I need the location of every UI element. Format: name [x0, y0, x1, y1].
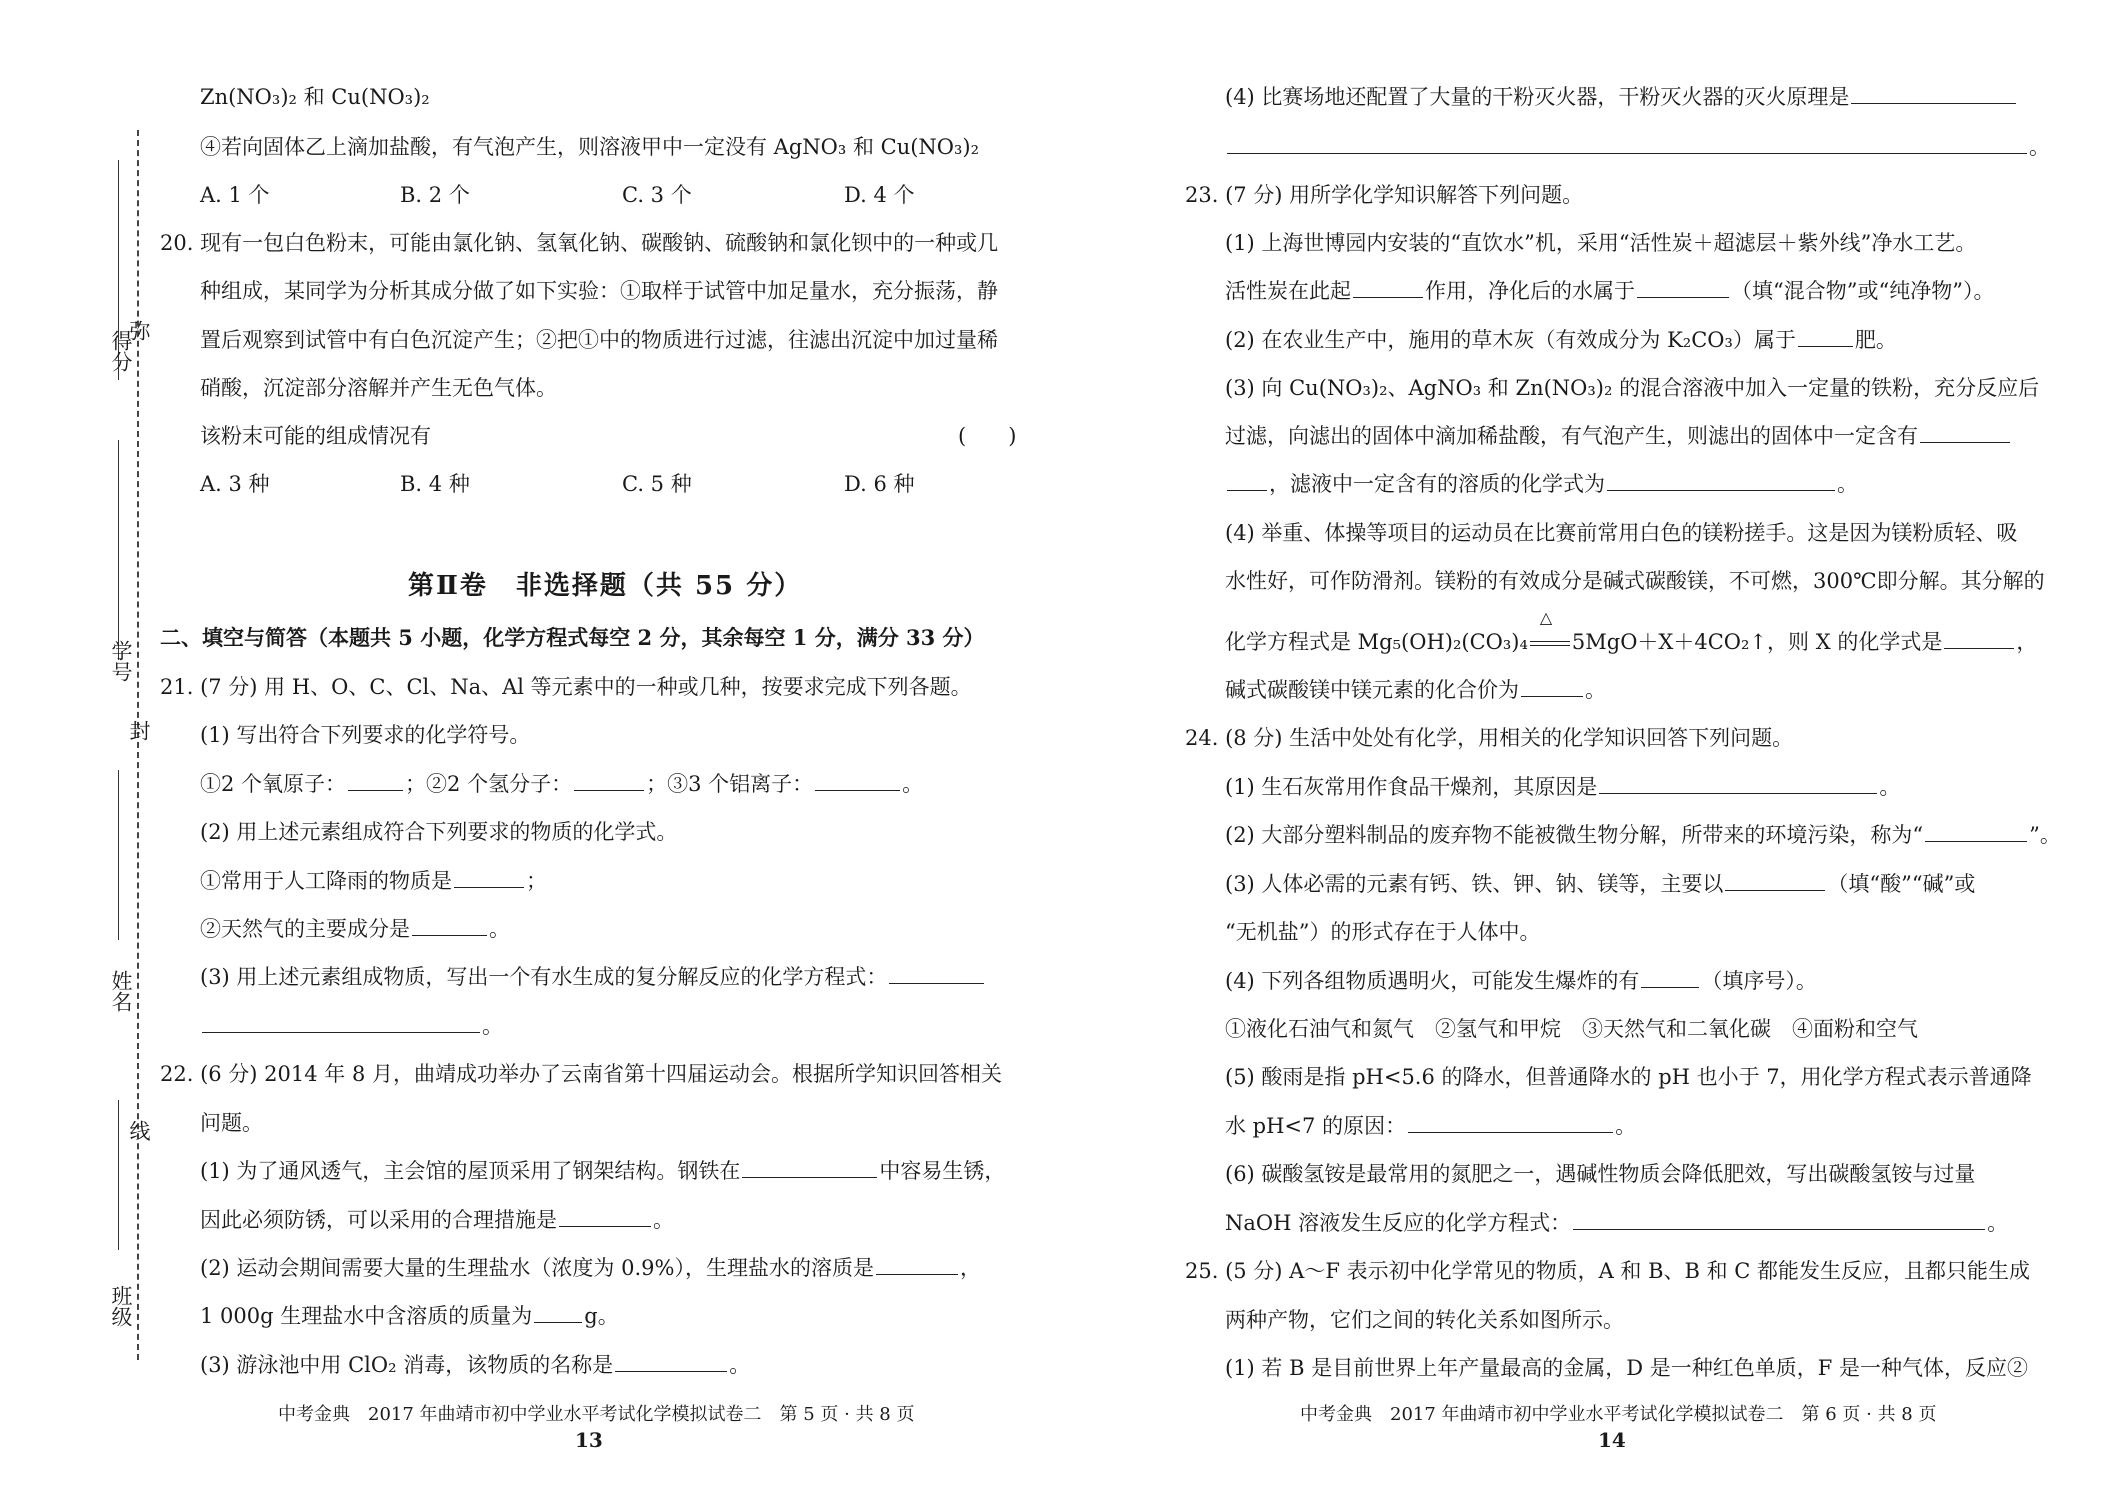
text: (1) 为了通风透气，主会馆的屋顶采用了钢架结构。钢铁在 — [200, 1159, 741, 1183]
text: 21. (7 分) 用 H、O、C、Cl、Na、Al 等元素中的一种或几种，按要求完成下列各题。 — [160, 675, 972, 699]
text: （填“酸”“碱”或 — [1827, 872, 1976, 896]
text: ， — [2016, 630, 2038, 654]
text: 该粉末可能的组成情况有 — [200, 424, 431, 448]
answer-blank[interactable] — [1521, 676, 1583, 697]
text: ；③3 个铝离子： — [646, 772, 814, 796]
text: 水性好，可作防滑剂。镁粉的有效成分是碱式碳酸镁，不可燃，300℃即分解。其分解的 — [1225, 569, 2045, 593]
text: (4) 比赛场地还配置了大量的干粉灭火器，干粉灭火器的灭火原理是 — [1225, 85, 1850, 109]
text: ①液化石油气和氮气 ②氢气和甲烷 ③天然气和二氧化碳 ④面粉和空气 — [1225, 1017, 1918, 1041]
q20-line-2 — [200, 276, 998, 306]
text: (6) 碳酸氢铵是最常用的氮肥之一，遇碱性物质会降低肥效，写出碳酸氢铵与过量 — [1225, 1162, 1976, 1186]
text: ，滤液中一定含有的溶质的化学式为 — [1269, 472, 1605, 496]
option-a: A. 1 个 — [200, 183, 270, 207]
answer-blank[interactable] — [1920, 422, 2010, 443]
text: 。 — [1585, 678, 1606, 702]
option-c: C. 5 种 — [622, 472, 692, 496]
text: (1) 生石灰常用作食品干燥剂，其原因是 — [1225, 775, 1598, 799]
q21-3 — [200, 962, 986, 992]
option-a: A. 3 种 — [200, 472, 270, 496]
binding-strip — [100, 0, 170, 1508]
text: g。 — [584, 1304, 619, 1328]
answer-blank[interactable] — [876, 1254, 958, 1275]
answer-blank[interactable] — [1408, 1112, 1613, 1133]
q22-2-cont — [200, 1301, 619, 1331]
text: (1) 上海世博园内安装的“直饮水”机，采用“活性炭＋超滤层＋紫外线”净水工艺。 — [1225, 231, 1977, 255]
q23-4c — [1225, 608, 2038, 657]
option-c: C. 3 个 — [622, 183, 692, 207]
q23-4b — [1225, 566, 2045, 596]
text: （填序号）。 — [1701, 969, 1817, 993]
option-d: D. 6 种 — [844, 472, 915, 496]
text: 因此必须防锈，可以采用的合理措施是 — [200, 1208, 557, 1232]
text: (2) 用上述元素组成符合下列要求的物质的化学式。 — [200, 820, 678, 844]
q23-stem — [1185, 180, 1583, 210]
answer-blank[interactable] — [348, 770, 403, 791]
text: ”。 — [2029, 823, 2061, 847]
q21-stem — [160, 672, 972, 702]
q21-2 — [200, 817, 677, 847]
q23-1a — [1225, 228, 1976, 258]
text: 化学方程式是 Mg₅(OH)₂(CO₃)₄ — [1225, 630, 1528, 654]
answer-blank[interactable] — [1573, 1209, 1985, 1230]
double-line — [1530, 641, 1570, 646]
heat-arrow — [1528, 608, 1572, 657]
binding-label-id: 学号 — [109, 640, 133, 682]
q24-1 — [1225, 772, 1900, 802]
q22-stem — [160, 1059, 1002, 1089]
text: Zn(NO₃)₂ 和 Cu(NO₃)₂ — [200, 85, 430, 109]
answer-blank[interactable] — [1641, 967, 1699, 988]
q20-line-3 — [200, 325, 998, 355]
text: 。 — [489, 917, 510, 941]
text: (1) 写出符合下列要求的化学符号。 — [200, 723, 531, 747]
text: 种组成，某同学为分析其成分做了如下实验：①取样于试管中加足量水，充分振荡，静 — [200, 279, 998, 303]
text: 置后观察到试管中有白色沉淀产生；②把①中的物质进行过滤，往滤出沉淀中加过量稀 — [200, 328, 998, 352]
text: 。 — [653, 1208, 674, 1232]
answer-blank[interactable] — [1944, 628, 2014, 649]
right-footer: 中考金典 2017 年曲靖市初中学业水平考试化学模拟试卷二 第 6 页 · 共 8 页 — [1300, 1404, 1937, 1425]
q24-6b — [1225, 1208, 2008, 1238]
text: ②天然气的主要成分是 — [200, 917, 410, 941]
answer-blank[interactable] — [454, 867, 524, 888]
q23-3c — [1225, 469, 1858, 499]
answer-blank[interactable] — [1227, 133, 2027, 154]
part-title: 第Ⅱ卷 非选择题（共 55 分） — [408, 571, 803, 601]
text: 肥。 — [1854, 328, 1897, 352]
text: 23. (7 分) 用所学化学知识解答下列问题。 — [1185, 183, 1584, 207]
q23-1b — [1225, 276, 1994, 306]
text: （填“混合物”或“纯净物”）。 — [1731, 279, 1995, 303]
text: ④若向固体乙上滴加盐酸，有气泡产生，则溶液甲中一定没有 AgNO₃ 和 Cu(NO₃)₂ — [200, 135, 980, 159]
left-page-number: 13 — [575, 1428, 603, 1452]
q21-2a — [200, 866, 547, 896]
text: ；②2 个氢分子： — [405, 772, 573, 796]
text: “无机盐”）的形式存在于人体中。 — [1225, 920, 1541, 944]
text: 水 pH<7 的原因： — [1225, 1114, 1407, 1138]
q22-4 — [1225, 82, 2018, 112]
q23-4e — [1225, 675, 1606, 705]
text: 活性炭在此起 — [1225, 279, 1351, 303]
answer-blank[interactable] — [534, 1302, 582, 1323]
answer-blank[interactable] — [889, 963, 984, 984]
text: (4) 下列各组物质遇明火，可能发生爆炸的有 — [1225, 969, 1640, 993]
text: 。 — [729, 1353, 751, 1377]
text: 过滤，向滤出的固体中滴加稀盐酸，有气泡产生，则滤出的固体中一定含有 — [1225, 424, 1918, 448]
answer-blank[interactable] — [742, 1157, 877, 1178]
text: 问题。 — [200, 1111, 263, 1135]
text: 20. 现有一包白色粉末，可能由氯化钠、氢氧化钠、碳酸钠、硫酸钠和氯化钡中的一种或几 — [160, 231, 999, 255]
q22-2 — [200, 1253, 981, 1283]
answer-blank[interactable] — [1353, 277, 1423, 298]
q22-1-cont — [200, 1205, 674, 1235]
text: 两种产物，它们之间的转化关系如图所示。 — [1225, 1308, 1624, 1332]
text: 二、填空与简答（本题共 5 小题，化学方程式每空 2 分，其余每空 1 分，满分 33 分） — [160, 625, 985, 650]
q22-4-cont — [1225, 132, 2050, 162]
q21-2b — [200, 914, 510, 944]
text: 24. (8 分) 生活中处处有化学，用相关的化学知识回答下列问题。 — [1185, 726, 1794, 750]
q23-2 — [1225, 325, 1897, 355]
q20-line-4 — [200, 373, 557, 403]
binding-label-score: 得分 — [109, 330, 133, 372]
q24-stem — [1185, 723, 1793, 753]
option-b: B. 2 个 — [400, 183, 470, 207]
answer-blank[interactable] — [615, 1351, 727, 1372]
text: ①2 个氧原子： — [200, 772, 347, 796]
text: 。 — [1987, 1211, 2009, 1235]
text: (3) 人体必需的元素有钙、铁、钾、钠、镁等，主要以 — [1225, 872, 1724, 896]
answer-blank[interactable] — [1851, 83, 2016, 104]
text: ； — [526, 869, 547, 893]
text: 22. (6 分) 2014 年 8 月，曲靖成功举办了云南省第十四届运动会。根据所学知识回答相关 — [160, 1062, 1002, 1086]
q21-1 — [200, 720, 530, 750]
answer-blank[interactable] — [815, 770, 900, 791]
left-footer: 中考金典 2017 年曲靖市初中学业水平考试化学模拟试卷二 第 5 页 · 共 8 页 — [278, 1404, 915, 1425]
q21-1-items — [200, 769, 923, 799]
text: (4) 举重、体操等项目的运动员在比赛前常用白色的镁粉搓手。这是因为镁粉质轻、吸 — [1225, 521, 2018, 545]
text: 中容易生锈， — [879, 1159, 1006, 1183]
text: (3) 游泳池中用 ClO₂ 消毒，该物质的名称是 — [200, 1353, 614, 1377]
text: (2) 大部分塑料制品的废弃物不能被微生物分解，所带来的环境污染，称为“ — [1225, 823, 1924, 847]
answer-blank[interactable] — [1925, 821, 2027, 842]
text: (2) 运动会期间需要大量的生理盐水（浓度为 0.9%），生理盐水的溶质是 — [200, 1256, 874, 1280]
text: ①常用于人工降雨的物质是 — [200, 869, 452, 893]
answer-blank[interactable] — [1227, 470, 1267, 491]
answer-blank[interactable] — [1725, 870, 1825, 891]
text: 硝酸，沉淀部分溶解并产生无色气体。 — [200, 376, 557, 400]
text: 。 — [1879, 775, 1901, 799]
text: (3) 用上述元素组成物质，写出一个有水生成的复分解反应的化学方程式： — [200, 965, 888, 989]
text: 碱式碳酸镁中镁元素的化合价为 — [1225, 678, 1519, 702]
answer-blank[interactable] — [574, 770, 644, 791]
q22-stem-2 — [200, 1108, 263, 1138]
text: 作用，净化后的水属于 — [1425, 279, 1635, 303]
text: (1) 若 B 是目前世界上年产量最高的金属，D 是一种红色单质，F 是一种气体，反应② — [1225, 1356, 2028, 1380]
text: (3) 向 Cu(NO₃)₂、AgNO₃ 和 Zn(NO₃)₂ 的混合溶液中加入一定量的铁粉，充分反应后 — [1225, 376, 2040, 400]
q20-answer-paren[interactable] — [958, 421, 1016, 451]
text: (2) 在农业生产中，施用的草木灰（有效成分为 K₂CO₃）属于 — [1225, 328, 1796, 352]
q24-3c — [1225, 917, 1540, 947]
seal-word-mi: 弥 — [127, 320, 151, 341]
seal-dashed-line — [137, 130, 139, 1360]
option-d: D. 4 个 — [844, 183, 915, 207]
text: 。 — [1837, 472, 1858, 496]
q20-options — [200, 469, 914, 499]
q23-4a — [1225, 518, 2017, 548]
left-line-1 — [200, 82, 430, 112]
q19-options — [200, 180, 914, 210]
binding-underline-name — [118, 770, 119, 940]
option-b: B. 4 种 — [400, 472, 470, 496]
answer-blank[interactable] — [1637, 277, 1729, 298]
text: 。 — [482, 1014, 503, 1038]
text: ( ) — [958, 424, 1017, 448]
q22-1 — [200, 1156, 1005, 1186]
q21-3-cont — [200, 1011, 503, 1041]
text: 。 — [2029, 135, 2050, 159]
q22-3 — [200, 1350, 750, 1380]
q20-line-1 — [160, 228, 998, 258]
q20-line-5 — [200, 421, 431, 451]
binding-underline-id — [118, 440, 119, 660]
q24-6a — [1225, 1159, 1975, 1189]
text: NaOH 溶液发生反应的化学方程式： — [1225, 1211, 1572, 1235]
q23-3b — [1225, 421, 2012, 451]
right-page-number: 14 — [1598, 1428, 1626, 1452]
seal-word-xian: 线 — [127, 1120, 151, 1141]
q24-5b — [1225, 1111, 1636, 1141]
q24-4 — [1225, 966, 1817, 996]
answer-blank[interactable] — [559, 1206, 651, 1227]
q24-4c — [1225, 1014, 1918, 1044]
text: ， — [959, 1256, 981, 1280]
q24-3 — [1225, 869, 1975, 899]
section-heading — [160, 623, 985, 653]
text: 。 — [1615, 1114, 1637, 1138]
text: 1 000g 生理盐水中含溶质的质量为 — [200, 1304, 533, 1328]
answer-blank[interactable] — [202, 1012, 480, 1033]
q24-2 — [1225, 820, 2061, 850]
binding-label-class: 班级 — [109, 1285, 133, 1327]
text: 。 — [902, 772, 924, 796]
text: 25. (5 分) A～F 表示初中化学常见的物质，A 和 B、B 和 C 都能发生反应，且都只能生成 — [1185, 1259, 2031, 1283]
answer-blank[interactable] — [1599, 773, 1877, 794]
q23-3a — [1225, 373, 2039, 403]
q25-stem-2 — [1225, 1305, 1624, 1335]
delta-symbol: △ — [1539, 608, 1553, 627]
binding-underline-class — [118, 1100, 119, 1250]
answer-blank[interactable] — [1607, 470, 1835, 491]
q25-stem — [1185, 1256, 2030, 1286]
answer-blank[interactable] — [412, 915, 487, 936]
text: 5MgO＋X＋4CO₂↑，则 X 的化学式是 — [1571, 630, 1943, 654]
left-line-2 — [200, 132, 979, 162]
text: (5) 酸雨是指 pH<5.6 的降水，但普通降水的 pH 也小于 7，用化学方程式表示普通降 — [1225, 1065, 2032, 1089]
binding-label-name: 姓名 — [109, 970, 133, 1012]
seal-word-feng: 封 — [127, 720, 151, 741]
q25-1 — [1225, 1353, 2028, 1383]
answer-blank[interactable] — [1798, 326, 1853, 347]
q24-5a — [1225, 1062, 2032, 1092]
